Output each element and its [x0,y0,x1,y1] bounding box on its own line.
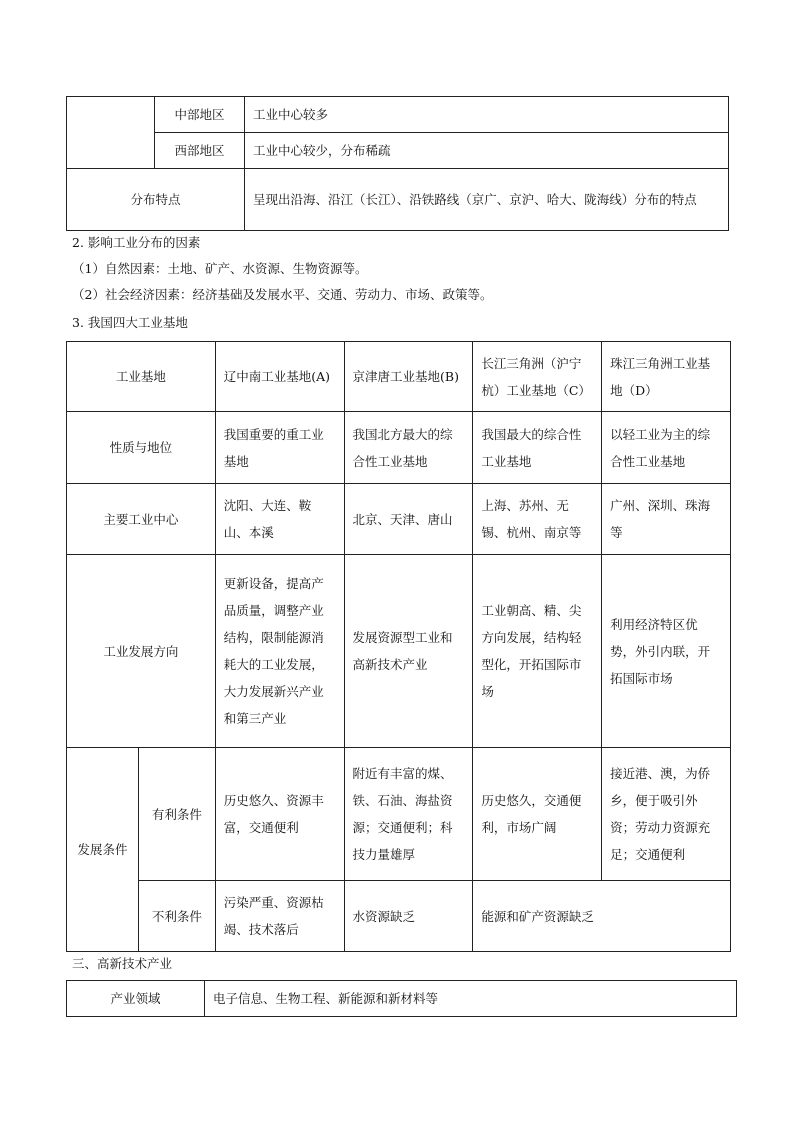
factor-item: （1）自然因素：土地、矿产、水资源、生物资源等。 [72,261,368,276]
row-label: 发展条件 [67,748,139,952]
row-label: 主要工业中心 [67,484,216,555]
table-row [67,981,737,1017]
table-row [67,169,729,231]
blank-cell [67,97,155,169]
table-cell: 历史悠久，交通便利，市场广阔 [473,748,602,881]
table-row [67,748,731,881]
table-cell: 上海、苏州、无锡、杭州、南京等 [473,484,602,555]
row-label: 工业发展方向 [67,555,216,748]
hitech-table [66,980,737,1017]
table-cell: 我国重要的重工业基地 [215,412,344,484]
table-cell: 历史悠久、资源丰富，交通便利 [215,748,344,881]
row-label: 产业领域 [67,981,205,1017]
table-cell: 电子信息、生物工程、新能源和新材料等 [205,981,737,1017]
feature-text: 呈现出沿海、沿江（长江）、沿铁路线（京广、京沪、哈大、陇海线）分布的特点 [245,169,729,231]
table-cell: 能源和矿产资源缺乏 [473,881,731,952]
table-row [67,133,729,169]
section-heading: 三、高新技术产业 [72,956,173,971]
industrial-bases-table [66,341,731,952]
region-label: 西部地区 [155,133,245,169]
table-cell: 污染严重、资源枯竭、技术落后 [215,881,344,952]
table-row [67,342,731,412]
table-cell: 我国北方最大的综合性工业基地 [344,412,473,484]
header-cell: 辽中南工业基地(A) [215,342,344,412]
table-cell: 利用经济特区优势，外引内联，开拓国际市场 [602,555,731,748]
table-row [67,555,731,748]
regional-distribution-table [66,96,729,231]
table-cell: 我国最大的综合性工业基地 [473,412,602,484]
table-cell: 更新设备，提高产品质量，调整产业结构，限制能源消耗大的工业发展，大力发展新兴产业和第三产业 [215,555,344,748]
table-cell: 发展资源型工业和高新技术产业 [344,555,473,748]
header-cell: 珠江三角洲工业基地（D） [602,342,731,412]
table-row [67,97,729,133]
table-cell: 以轻工业为主的综合性工业基地 [602,412,731,484]
region-label: 中部地区 [155,97,245,133]
feature-label: 分布特点 [67,169,245,231]
row-sublabel: 不利条件 [138,881,215,952]
table-cell: 水资源缺乏 [344,881,473,952]
table-cell: 北京、天津、唐山 [344,484,473,555]
row-label: 性质与地位 [67,412,216,484]
table-row [67,412,731,484]
row-sublabel: 有利条件 [138,748,215,881]
section-heading: 3. 我国四大工业基地 [72,315,188,330]
table-cell: 接近港、澳，为侨乡，便于吸引外资；劳动力资源充足；交通便利 [602,748,731,881]
region-desc: 工业中心较少，分布稀疏 [245,133,729,169]
factor-item: （2）社会经济因素：经济基础及发展水平、交通、劳动力、市场、政策等。 [72,287,493,302]
table-row [67,881,731,952]
header-cell: 京津唐工业基地(B) [344,342,473,412]
table-cell: 工业朝高、精、尖方向发展，结构轻型化，开拓国际市场 [473,555,602,748]
section-heading: 2. 影响工业分布的因素 [72,235,201,250]
table-cell: 广州、深圳、珠海等 [602,484,731,555]
table-cell: 附近有丰富的煤、铁、石油、海盐资源；交通便利；科技力量雄厚 [344,748,473,881]
table-row [67,484,731,555]
table-cell: 沈阳、大连、鞍山、本溪 [215,484,344,555]
header-cell: 工业基地 [67,342,216,412]
header-cell: 长江三角洲（沪宁杭）工业基地（C） [473,342,602,412]
region-desc: 工业中心较多 [245,97,729,133]
